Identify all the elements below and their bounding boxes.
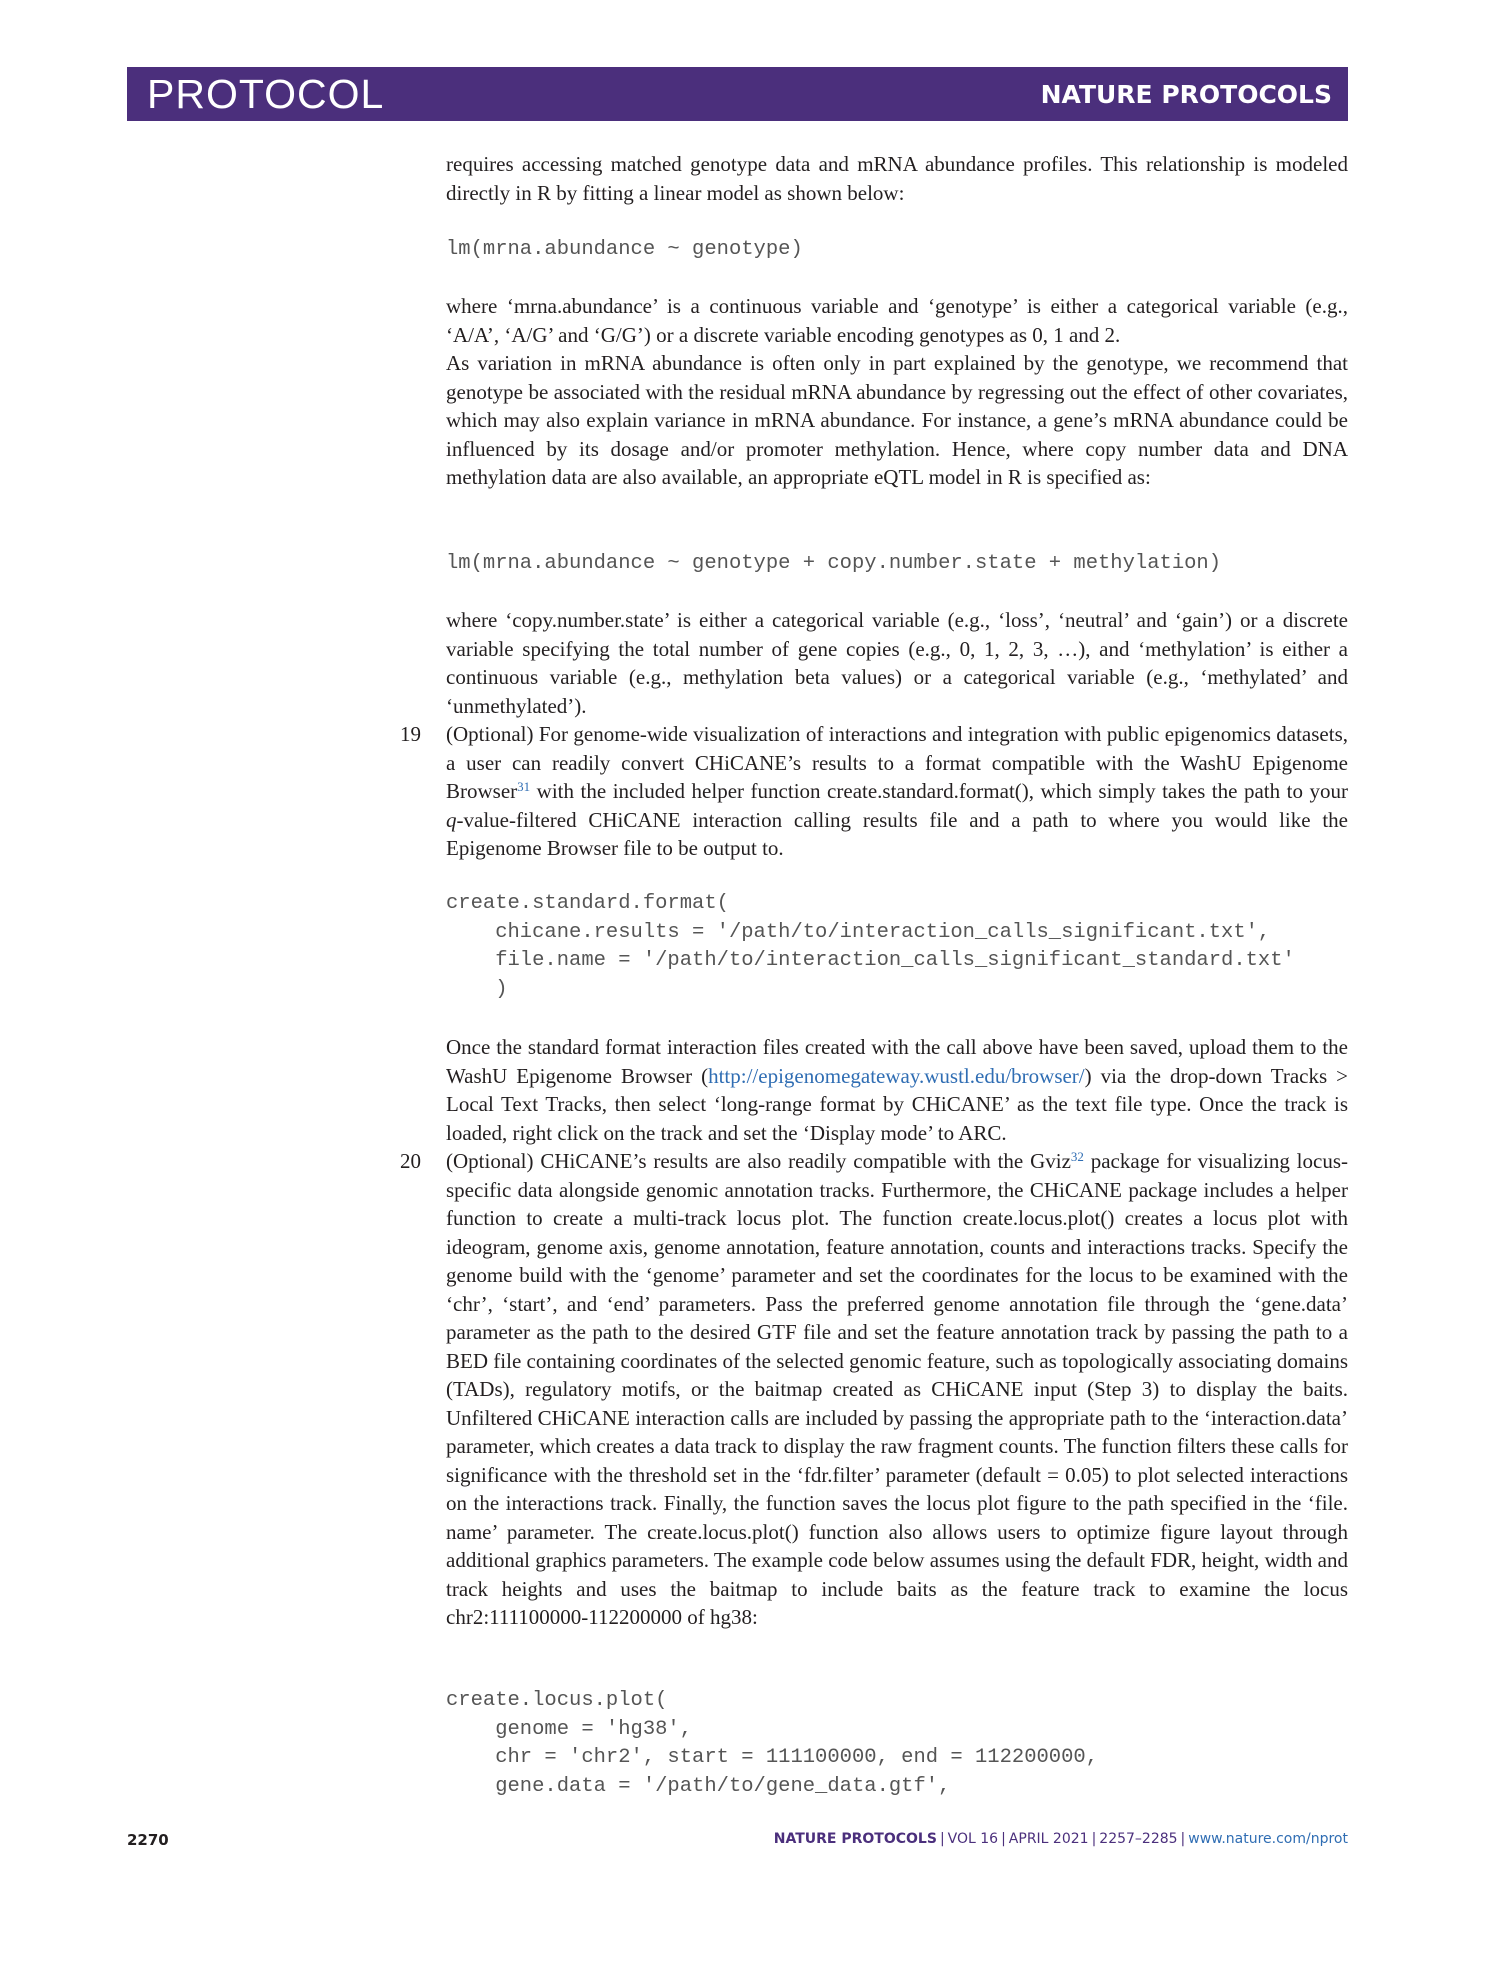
copy-number-paragraph: where ‘copy.number.state’ is either a categorical variable (e.g., ‘loss’, ‘neutral’ and ‘gain’) or a discrete variable specifying the total number of gene copies (e.g., 0, 1, 2, 3, …), and ‘methylation’ is either a continuous variable (e.g., methylation beta values) or a categorical variable (e.g., ‘methylated’ and ‘unmethylated’). bbox=[446, 608, 1348, 718]
step-19-number: 19 bbox=[400, 722, 421, 746]
step-19-paragraph: (Optional) For genome-wide visualization of interactions and integration with public epigenomics datasets, a user can readily convert CHiCANE’s results to a format compatible with the WashU Epigenome Browser$^{31}$ with the included helper function create.standard.format(), which simply takes the path to your q-value-filtered CHiCANE interaction calling results file and a path to where you would like the Epigenome Browser file to be output to. bbox=[446, 722, 1348, 860]
code-eqtl-model: lm(mrna.abundance ~ genotype + copy.number.state + methylation) bbox=[446, 552, 1222, 575]
step-20-paragraph: (Optional) CHiCANE’s results are also readily compatible with the Gviz$^{32}$ package for visualizing locus-specific data alongside genomic annotation tracks. Furthermore, the CHiCANE package includes a helper function to create a multi-track locus plot. The function create.locus.plot() creates a locus plot with ideogram, genome axis, genome annotation, feature annotation, counts and interactions tracks. Specify the genome build with the ‘genome’ parameter and set the coordinates for the locus to be examined with the ‘chr’, ‘start’, and ‘end’ parameters. Pass the preferred genome annotation file through the ‘gene.data’ parameter as the path to the desired GTF file and set the feature annotation track by passing the path to a BED file containing coordinates of the selected genomic feature, such as topologically associating domains (TADs), regulatory motifs, or the baitmap created as CHiCANE input (Step 3) to display the baits. Unfiltered CHiCANE interaction calls are included by passing the appropriate path to the ‘interaction.data’ parameter, which creates a data track to display the raw fragment counts. The function filters these calls for significance with the threshold set in the ‘fdr.filter’ parameter (default = 0.05) to plot selected interactions on the interactions track. Finally, the function saves the locus plot figure to the path specified in the ‘file. name’ parameter. The create.locus.plot() function also allows users to optimize figure layout through additional graphics parameters. The example code below assumes using the default FDR, height, width and track heights and uses the baitmap to include baits as the feature track to examine the locus chr2:111100000-112200000 of hg38: bbox=[446, 1148, 1348, 1629]
genotype-paragraph: where ‘mrna.abundance’ is a continuous variable and ‘genotype’ is either a categorical variable (e.g., ‘A/A’, ‘A/G’ and ‘G/G’) or a discrete variable encoding genotypes as 0, 1 and 2. bbox=[446, 294, 1348, 347]
upload-paragraph: Once the standard format interaction files created with the call above have been saved, upload them to the WashU Epigenome Browser (http://epigenomegateway.wustl.edu/browser/) via the drop-down Tracks > Local Text Tracks, then select ‘long-range format by CHiCANE’ as the text file type. Once the track is loaded, right click on the track and set the ‘Display mode’ to ARC. bbox=[446, 1035, 1348, 1145]
journal-label: NATURE PROTOCOLS bbox=[1040, 80, 1332, 109]
step-20-number: 20 bbox=[400, 1149, 421, 1173]
intro-paragraph: requires accessing matched genotype data and mRNA abundance profiles. This relationship is modeled directly in R by fitting a linear model as shown below: bbox=[446, 152, 1348, 205]
reference-31-link[interactable]: 31 bbox=[517, 778, 531, 794]
footer-citation: NATURE PROTOCOLS | VOL 16 | APRIL 2021 | 2257–2285 | www.nature.com/nprot bbox=[773, 1831, 1348, 1847]
code-lm-genotype: lm(mrna.abundance ~ genotype) bbox=[446, 238, 803, 261]
washu-browser-link[interactable]: http://epigenomegateway.wustl.edu/browser/ bbox=[708, 1063, 1085, 1088]
variation-paragraph: As variation in mRNA abundance is often only in part explained by the genotype, we recommend that genotype be associated with the residual mRNA abundance by regressing out the effect of other covariates, which may also explain variance in mRNA abundance. For instance, a gene’s mRNA abundance could be influenced by its dosage and/or promoter methylation. Hence, where copy number data and DNA methylation data are also available, an appropriate eQTL model in R is specified as: bbox=[446, 351, 1348, 489]
page-number: 2270 bbox=[127, 1831, 169, 1849]
section-label: PROTOCOL bbox=[147, 71, 385, 117]
journal-url-link[interactable]: www.nature.com/nprot bbox=[1188, 1831, 1348, 1847]
code-create-locus-plot: create.locus.plot( genome = 'hg38', chr = 'chr2', start = 111100000, end = 112200000, gene.data = '/path/to/gene_data.gtf', bbox=[446, 1689, 1099, 1798]
code-create-standard-format: create.standard.format( chicane.results = '/path/to/interaction_calls_significant.txt', file.name = '/path/to/interaction_calls_significant_standard.txt' ) bbox=[446, 892, 1295, 1001]
reference-32-link[interactable]: 32 bbox=[1070, 1148, 1084, 1164]
header-bar bbox=[127, 67, 1348, 121]
